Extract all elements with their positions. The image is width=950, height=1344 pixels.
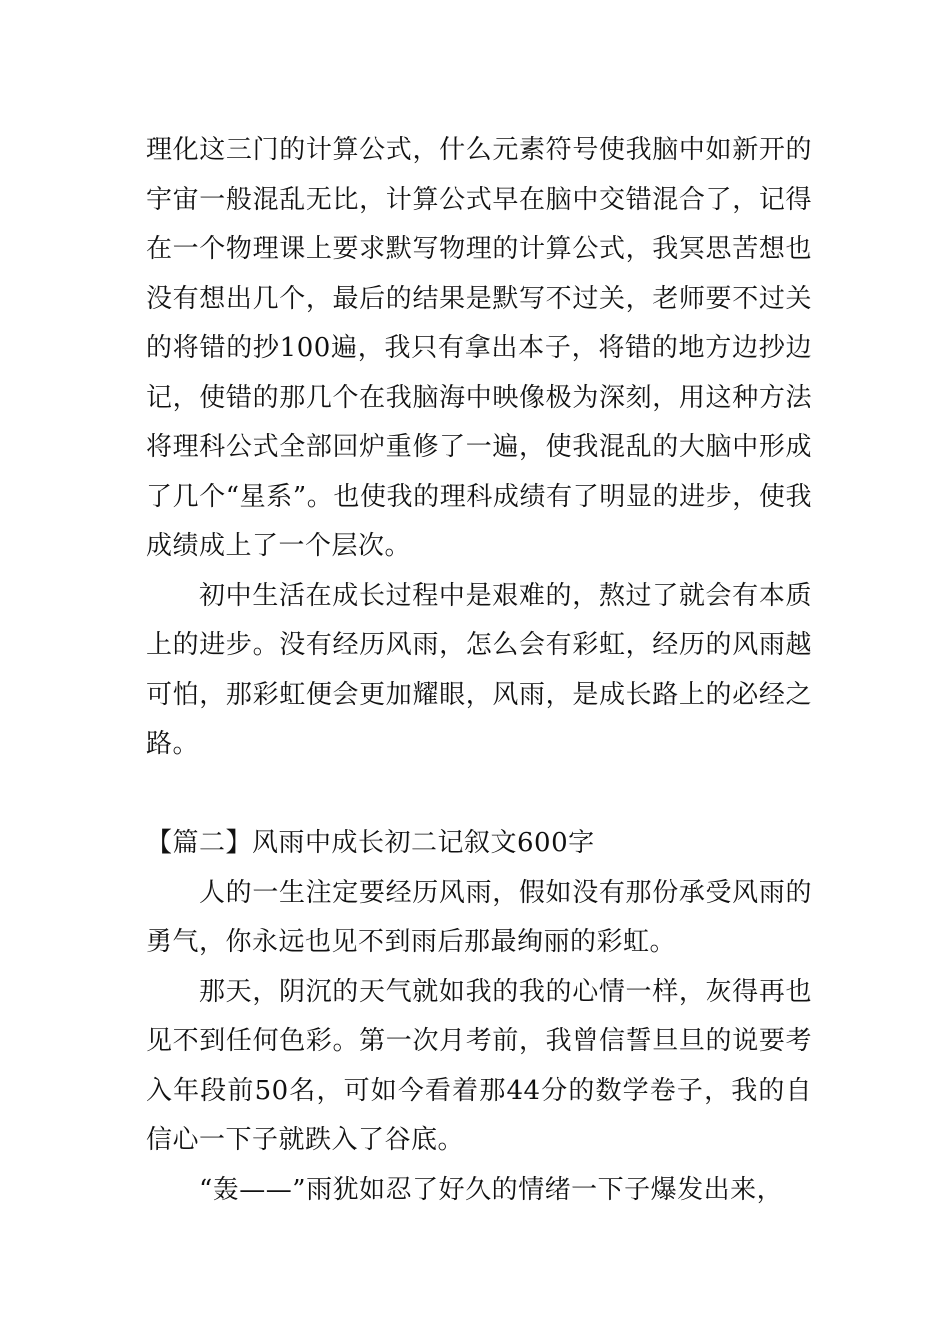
section-heading: 【篇二】风雨中成长初二记叙文600字 [146, 828, 595, 858]
paragraph-conclusion: 初中生活在成长过程中是艰难的，熬过了就会有本质上的进步。没有经历风雨，怎么会有彩虹，经历的风雨越可怕，那彩虹便会更加耀眼，风雨，是成长路上的必经之路。 [146, 580, 812, 759]
paragraph-continuation: 理化这三门的计算公式，什么元素符号使我脑中如新开的宇宙一般混乱无比，计算公式早在脑中交错混合了，记得在一个物理课上要求默写物理的计算公式，我冥思苦想也没有想出几个，最后的结果是默写不过关，老师要不过关的将错的抄100遍，我只有拿出本子，将错的地方边抄边记，使错的那几个在我脑海中映像极为深刻，用这种方法将理科公式全部回炉重修了一遍，使我混乱的大脑中形成了几个“星系”。也使我的理科成绩有了明显的进步，使我成绩成上了一个层次。 [146, 135, 812, 561]
paragraph-rain: “轰——”雨犹如忍了好久的情绪一下子爆发出来， [199, 1174, 784, 1205]
blank-line [146, 770, 812, 820]
paragraph-intro: 人的一生注定要经历风雨，假如没有那份承受风雨的勇气，你永远也见不到雨后那最绚丽的彩虹。 [146, 877, 812, 957]
paragraph-story: 那天，阴沉的天气就如我的我的心情一样，灰得再也见不到任何色彩。第一次月考前，我曾信誓旦旦的说要考入年段前50名，可如今看着那44分的数学卷子，我的自信心一下子就跌入了谷底。 [146, 976, 812, 1155]
document-body [146, 126, 812, 1215]
